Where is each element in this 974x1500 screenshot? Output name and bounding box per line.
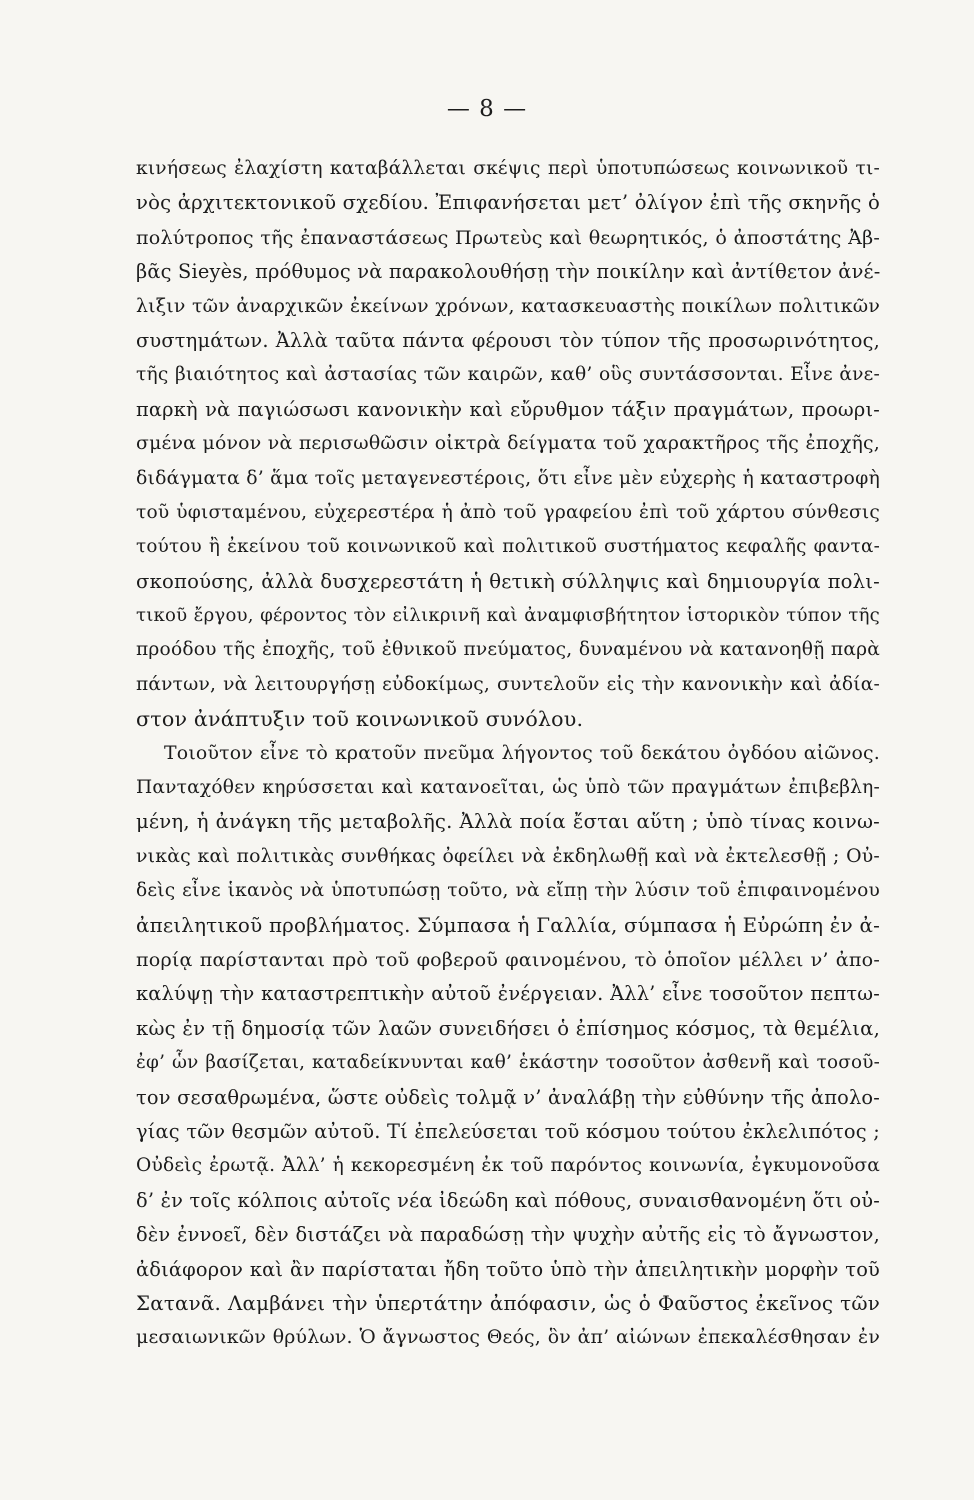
text-line: παρκὴ νὰ παγιώσωσι κανονικὴν καὶ εὔρυθμον τάξιν πραγμάτων, προωρι-: [136, 397, 880, 421]
paragraph-2: [136, 737, 880, 1356]
text-line: σκοπούσης, ἀλλὰ δυσχερεστάτη ἡ θετικὴ σύλληψις καὶ δημιουργία πολι-: [136, 569, 880, 593]
text-line: δὲν ἐννοεῖ, δὲν διστάζει νὰ παραδώσῃ τὴν ψυχὴν αὐτῆς εἰς τὸ ἄγνωστον,: [136, 1223, 880, 1247]
text-line: καλύψῃ τὴν καταστρεπτικὴν αὐτοῦ ἐνέργειαν. Ἀλλ’ εἶνε τοσοῦτον πεπτω-: [136, 982, 880, 1006]
text-line: τῆς βιαιότητος καὶ ἀστασίας τῶν καιρῶν, καθ’ οὓς συντάσσονται. Εἶνε ἀνε-: [136, 364, 880, 386]
text-line: ἀδιάφορον καὶ ἂν παρίσταται ἤδη τοῦτο ὑπὸ τὴν ἀπειλητικὴν μορφὴν τοῦ: [136, 1257, 880, 1281]
text-line: νὸς ἀρχιτεκτονικοῦ σχεδίου. Ἐπιφανήσεται μετ’ ὀλίγον ἐπὶ τῆς σκηνῆς ὁ: [136, 191, 880, 215]
text-line: συστημάτων. Ἀλλὰ ταῦτα πάντα φέρουσι τὸν τύπον τῆς προσωρινότητος,: [136, 328, 880, 352]
text-line: σμένα μόνον νὰ περισωθῶσιν οἰκτρὰ δείγματα τοῦ χαρακτῆρος τῆς ἐποχῆς,: [136, 433, 880, 455]
text-line: πολύτροπος τῆς ἐπαναστάσεως Πρωτεὺς καὶ θεωρητικός, ὁ ἀποστάτης Ἀβ-: [136, 225, 880, 249]
text-line: δεὶς εἶνε ἱκανὸς νὰ ὑποτυπώσῃ τοῦτο, νὰ εἴπῃ τὴν λύσιν τοῦ ἐπιφαινομένου: [136, 880, 880, 902]
text-line: τον σεσαθρωμένα, ὥστε οὐδεὶς τολμᾷ ν’ ἀναλάβῃ τὴν εὐθύνην τῆς ἀπολο-: [136, 1085, 880, 1109]
text-line: Τοιοῦτον εἶνε τὸ κρατοῦν πνεῦμα λήγοντος τοῦ δεκάτου ὀγδόου αἰῶνος.: [164, 742, 880, 764]
text-line: μένη, ἡ ἀνάγκη τῆς μεταβολῆς. Ἀλλὰ ποία ἔσται αὕτη ; ὑπὸ τίνας κοινω-: [136, 810, 880, 834]
text-line: διδάγματα δ’ ἅμα τοῖς μεταγενεστέροις, ὅτι εἶνε μὲν εὐχερὴς ἡ καταστροφὴ: [136, 467, 880, 489]
text-line: λιξιν τῶν ἀναρχικῶν ἐκείνων χρόνων, κατασκευαστὴς ποικίλων πολιτικῶν: [136, 295, 880, 317]
text-line: τοῦ ὑφισταμένου, εὐχερεστέρα ἡ ἀπὸ τοῦ γραφείου ἐπὶ τοῦ χάρτου σύνθεσις: [136, 501, 880, 523]
text-line: κινήσεως ἐλαχίστη καταβάλλεται σκέψις περὶ ὑποτυπώσεως κοινωνικοῦ τι-: [136, 158, 880, 179]
text-line: μεσαιωνικῶν θρύλων. Ὁ ἄγνωστος Θεός, ὃν ἀπ’ αἰώνων ἐπεκαλέσθησαν ἐν: [136, 1327, 880, 1349]
text-line: ἐφ’ ὧν βασίζεται, καταδείκνυνται καθ’ ἑκάστην τοσοῦτον ἀσθενῆ καὶ τοσοῦ-: [136, 1052, 880, 1074]
text-line: τικοῦ ἔργου, φέροντος τὸν εἰλικρινῆ καὶ ἀναμφισβήτητον ἱστορικὸν τύπον τῆς: [136, 605, 880, 627]
text-line: προόδου τῆς ἐποχῆς, τοῦ ἐθνικοῦ πνεύματος, δυναμένου νὰ κατανοηθῇ παρὰ: [136, 639, 880, 661]
text-line: Πανταχόθεν κηρύσσεται καὶ κατανοεῖται, ὡς ὑπὸ τῶν πραγμάτων ἐπιβεβλη-: [136, 777, 880, 799]
text-line: νικὰς καὶ πολιτικὰς συνθήκας ὀφείλει νὰ ἐκδηλωθῇ καὶ νὰ ἐκτελεσθῇ ; Οὐ-: [136, 845, 880, 867]
text-line: στον ἀνάπτυξιν τοῦ κοινωνικοῦ συνόλου.: [136, 707, 584, 732]
text-line: πορίᾳ παρίστανται πρὸ τοῦ φοβεροῦ φαινομένου, τὸ ὁποῖον μέλλει ν’ ἀπο-: [136, 947, 880, 971]
text-line: Οὐδεὶς ἐρωτᾷ. Ἀλλ’ ἡ κεκορεσμένη ἐκ τοῦ παρόντος κοινωνία, ἐγκυμονοῦσα: [136, 1155, 880, 1177]
text-line: δ’ ἐν τοῖς κόλποις αὐτοῖς νέα ἰδεώδη καὶ πόθους, συναισθανομένη ὅτι οὐ-: [136, 1188, 880, 1212]
text-line: ἀπειλητικοῦ προβλήματος. Σύμπασα ἡ Γαλλία, σύμπασα ἡ Εὐρώπη ἐν ἀ-: [136, 913, 880, 937]
body-text: [136, 152, 880, 1356]
text-line: κὼς ἐν τῇ δημοσίᾳ τῶν λαῶν συνειδήσει ὁ ἐπίσημος κόσμος, τὰ θεμέλια,: [136, 1016, 880, 1040]
paragraph-1: [136, 152, 880, 737]
text-line: Σατανᾶ. Λαμβάνει τὴν ὑπερτάτην ἀπόφασιν, ὡς ὁ Φαῦστος ἐκεῖνος τῶν: [136, 1291, 880, 1315]
text-line: τούτου ἢ ἐκείνου τοῦ κοινωνικοῦ καὶ πολιτικοῦ συστήματος κεφαλῆς φαντα-: [136, 536, 880, 558]
page-number: — 8 —: [446, 96, 528, 122]
text-line: βᾶς Sieyès, πρόθυμος νὰ παρακολουθήσῃ τὴν ποικίλην καὶ ἀντίθετον ἀνέ-: [136, 260, 881, 284]
text-line: πάντων, νὰ λειτουργήσῃ εὐδοκίμως, συντελοῦν εἰς τὴν κανονικὴν καὶ ἀδία-: [136, 673, 880, 695]
text-line: γίας τῶν θεσμῶν αὐτοῦ. Τί ἐπελεύσεται τοῦ κόσμου τούτου ἐκλελιπότος ;: [136, 1119, 880, 1143]
